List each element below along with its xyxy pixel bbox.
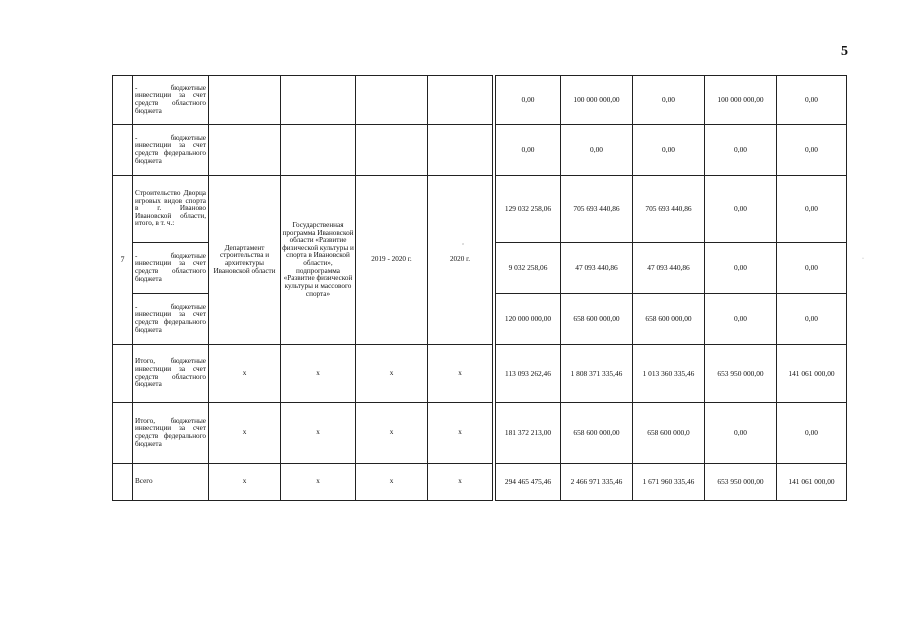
- value-cell: 0,00: [777, 76, 847, 125]
- value-cell: 0,00: [705, 176, 777, 243]
- value-cell: 658 600 000,00: [561, 403, 633, 464]
- row-number-cell: [113, 76, 133, 125]
- value-cell: 0,00: [705, 403, 777, 464]
- x-mark: х: [281, 464, 356, 501]
- value-cell: 100 000 000,00: [561, 76, 633, 125]
- row-description: Всего: [133, 464, 209, 501]
- row-description: Итого, бюджетные инвестиции за счет средств федерального бюджета: [133, 403, 209, 464]
- value-cell: 181 372 213,00: [496, 403, 561, 464]
- value-cell: 141 061 000,00: [777, 464, 847, 501]
- value-cell: 653 950 000,00: [705, 345, 777, 403]
- x-mark: х: [209, 403, 281, 464]
- value-cell: 0,00: [777, 243, 847, 294]
- value-cell: 100 000 000,00: [705, 76, 777, 125]
- value-cell: 0,00: [496, 76, 561, 125]
- value-cell: 658 600 000,00: [561, 294, 633, 345]
- row-description: - бюджетные инвестиции за счет средств областного бюджета: [133, 243, 209, 294]
- value-cell: 658 600 000,00: [633, 294, 705, 345]
- value-cell: 2 466 971 335,46: [561, 464, 633, 501]
- value-cell: 0,00: [777, 125, 847, 176]
- value-cell: 1 013 360 335,46: [633, 345, 705, 403]
- program-cell: Государственная программа Ивановской области «Развитие физической культуры и спорта в Ивановской области», подпрограмма «Развитие физической культуры и массового спорта»: [281, 176, 356, 345]
- value-cell: 0,00: [777, 294, 847, 345]
- table-row: [113, 464, 847, 501]
- row-description: - бюджетные инвестиции за счет средств федерального бюджета: [133, 125, 209, 176]
- value-cell: 0,00: [633, 125, 705, 176]
- period-cell: 2019 - 2020 г.: [356, 176, 428, 345]
- table-row: [113, 125, 847, 176]
- value-cell: 0,00: [705, 125, 777, 176]
- value-cell: 0,00: [496, 125, 561, 176]
- value-cell: 705 693 440,86: [633, 176, 705, 243]
- row-description: - бюджетные инвестиции за счет средств областного бюджета: [133, 76, 209, 125]
- x-mark: х: [356, 464, 428, 501]
- value-cell: 294 465 475,46: [496, 464, 561, 501]
- value-cell: 113 093 262,46: [496, 345, 561, 403]
- value-cell: 129 032 258,06: [496, 176, 561, 243]
- x-mark: х: [356, 345, 428, 403]
- row-description: Строительство Дворца игровых видов спорта в г. Иваново Ивановской области, итого, в т. ч.:: [133, 176, 209, 243]
- value-cell: 0,00: [777, 403, 847, 464]
- table-row: [113, 176, 847, 243]
- value-cell: 141 061 000,00: [777, 345, 847, 403]
- value-cell: 0,00: [705, 243, 777, 294]
- value-cell: 1 808 371 335,46: [561, 345, 633, 403]
- x-mark: х: [209, 464, 281, 501]
- value-cell: 120 000 000,00: [496, 294, 561, 345]
- year-cell: 2020 г.: [428, 176, 493, 345]
- x-mark: х: [356, 403, 428, 464]
- row-description: - бюджетные инвестиции за счет средств федерального бюджета: [133, 294, 209, 345]
- department-cell: Департамент строительства и архитектуры Ивановской области: [209, 176, 281, 345]
- x-mark: х: [281, 403, 356, 464]
- x-mark: х: [281, 345, 356, 403]
- value-cell: 658 600 000,0: [633, 403, 705, 464]
- x-mark: х: [428, 464, 493, 501]
- value-cell: 0,00: [633, 76, 705, 125]
- value-cell: 0,00: [705, 294, 777, 345]
- value-cell: 0,00: [777, 176, 847, 243]
- budget-table: [112, 75, 847, 501]
- row-description: Итого, бюджетные инвестиции за счет средств областного бюджета: [133, 345, 209, 403]
- value-cell: 0,00: [561, 125, 633, 176]
- value-cell: 9 032 258,06: [496, 243, 561, 294]
- scan-speck: °: [462, 244, 464, 249]
- x-mark: х: [428, 345, 493, 403]
- scan-speck: ·: [862, 256, 864, 262]
- page-number: 5: [841, 44, 848, 59]
- value-cell: 1 671 960 335,46: [633, 464, 705, 501]
- value-cell: 47 093 440,86: [561, 243, 633, 294]
- table-row: [113, 403, 847, 464]
- table-row: [113, 76, 847, 125]
- x-mark: х: [428, 403, 493, 464]
- value-cell: 705 693 440,86: [561, 176, 633, 243]
- value-cell: 47 093 440,86: [633, 243, 705, 294]
- x-mark: х: [209, 345, 281, 403]
- row-number: 7: [113, 176, 133, 345]
- value-cell: 653 950 000,00: [705, 464, 777, 501]
- table-row: [113, 345, 847, 403]
